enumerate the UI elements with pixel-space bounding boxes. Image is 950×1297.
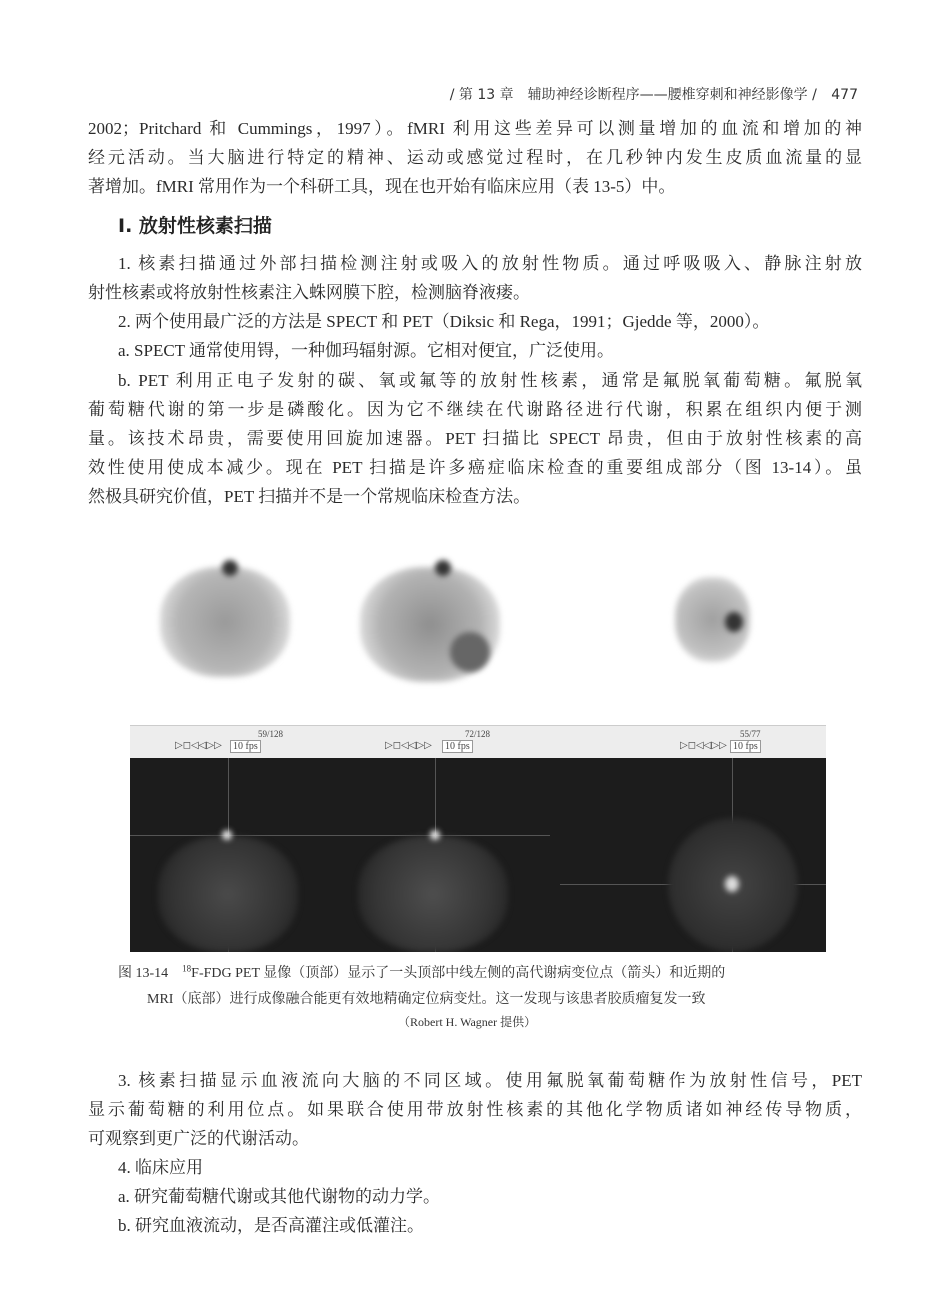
crosshair: [130, 835, 550, 836]
body-line: 经元活动。当大脑进行特定的精神、运动或感觉过程时，在几秒钟内发生皮质血流量的显: [88, 148, 862, 167]
body-line: b. PET 利用正电子发射的碳、氧或氟等的放射性核素，通常是氟脱氧葡萄糖。氟脱氧: [118, 371, 862, 390]
running-header: [440, 84, 858, 104]
body-line: 葡萄糖代谢的第一步是磷酸化。因为它不继续在代谢路径进行代谢，积累在组织内便于测: [88, 400, 862, 419]
body-line: 射性核素或将放射性核素注入蛛网膜下腔，检测脑脊液瘘。: [88, 283, 530, 302]
pet-images: [130, 522, 826, 725]
fps-select[interactable]: 10 fps: [442, 740, 473, 753]
body-line: 1. 核素扫描通过外部扫描检测注射或吸入的放射性物质。通过呼吸吸入、静脉注射放: [118, 254, 862, 273]
body-line: 4. 临床应用: [118, 1158, 203, 1177]
body-line: b. 研究血液流动，是否高灌注或低灌注。: [118, 1216, 424, 1235]
isotope-superscript: 18: [182, 963, 192, 974]
figure-credit: （Robert H. Wagner 提供）: [398, 1015, 537, 1029]
fps-select[interactable]: 10 fps: [730, 740, 761, 753]
body-line: 效性使用使成本减少。现在 PET 扫描是许多癌症临床检查的重要组成部分（图 13-14）。虽: [88, 458, 862, 477]
page-number: 477: [831, 87, 858, 103]
lesion-hotspot: [222, 830, 232, 840]
lesion-hotspot: [725, 876, 739, 892]
body-line: 可观察到更广泛的代谢活动。: [88, 1129, 309, 1148]
figure-caption-line: MRI（底部）进行成像融合能更有效地精确定位病变灶。这一发现与该患者胶质瘤复发一致: [147, 992, 706, 1007]
cerebellum-uptake: [450, 632, 490, 672]
pet-coronal-image: [160, 567, 290, 677]
lesion-hotspot: [435, 560, 451, 576]
body-line: 3. 核素扫描显示血液流向大脑的不同区域。使用氟脱氧葡萄糖作为放射性信号，PET: [118, 1071, 862, 1090]
body-line: 量。该技术昂贵，需要使用回旋加速器。PET 扫描比 SPECT 昂贵，但由于放射性核素的高: [88, 429, 862, 448]
chapter-title: / 第 13 章 辅助神经诊断程序——腰椎穿刺和神经影像学 /: [449, 87, 817, 103]
body-line: 2002；Pritchard 和 Cummings，1997）。fMRI 利用这些差异可以测量增加的血流和增加的神: [88, 119, 862, 138]
lesion-hotspot: [430, 830, 440, 840]
body-line: 著增加。fMRI 常用作为一个科研工具，现在也开始有临床应用（表 13-5）中。: [88, 177, 676, 196]
mri-coronal: [158, 836, 298, 952]
frame-counter: 72/128: [465, 729, 491, 739]
frame-counter: 55/77: [740, 729, 761, 739]
playback-controls[interactable]: ▷◻◁◁▷▷: [385, 740, 432, 751]
lesion-hotspot: [222, 560, 238, 576]
section-heading: I. 放射性核素扫描: [118, 215, 272, 237]
body-line: a. 研究葡萄糖代谢或其他代谢物的动力学。: [118, 1187, 441, 1206]
figure-13-14: [130, 522, 826, 952]
lesion-hotspot: [725, 612, 743, 632]
mri-fusion-images: [130, 758, 826, 952]
body-line: a. SPECT 通常使用锝，一种伽玛辐射源。它相对便宜，广泛使用。: [118, 341, 615, 360]
body-line: 2. 两个使用最广泛的方法是 SPECT 和 PET（Diksic 和 Rega，1991；Gjedde 等，2000）。: [118, 312, 770, 331]
playback-controls[interactable]: ▷◻◁◁▷▷: [680, 740, 727, 751]
body-line: 然极具研究价值，PET 扫描并不是一个常规临床检查方法。: [88, 487, 531, 506]
playback-controls[interactable]: ▷◻◁◁▷▷: [175, 740, 222, 751]
body-line: 显示葡萄糖的利用位点。如果联合使用带放射性核素的其他化学物质诸如神经传导物质，: [88, 1100, 862, 1119]
fps-select[interactable]: 10 fps: [230, 740, 261, 753]
caption-text: F-FDG PET 显像（顶部）显示了一头顶部中线左侧的高代谢病变位点（箭头）和近期的: [191, 966, 726, 981]
viewer-toolbar: [130, 725, 826, 759]
figure-number: 图 13-14: [118, 966, 169, 981]
frame-counter: 59/128: [258, 729, 284, 739]
mri-sagittal: [358, 836, 508, 952]
figure-caption-line: [118, 962, 725, 982]
